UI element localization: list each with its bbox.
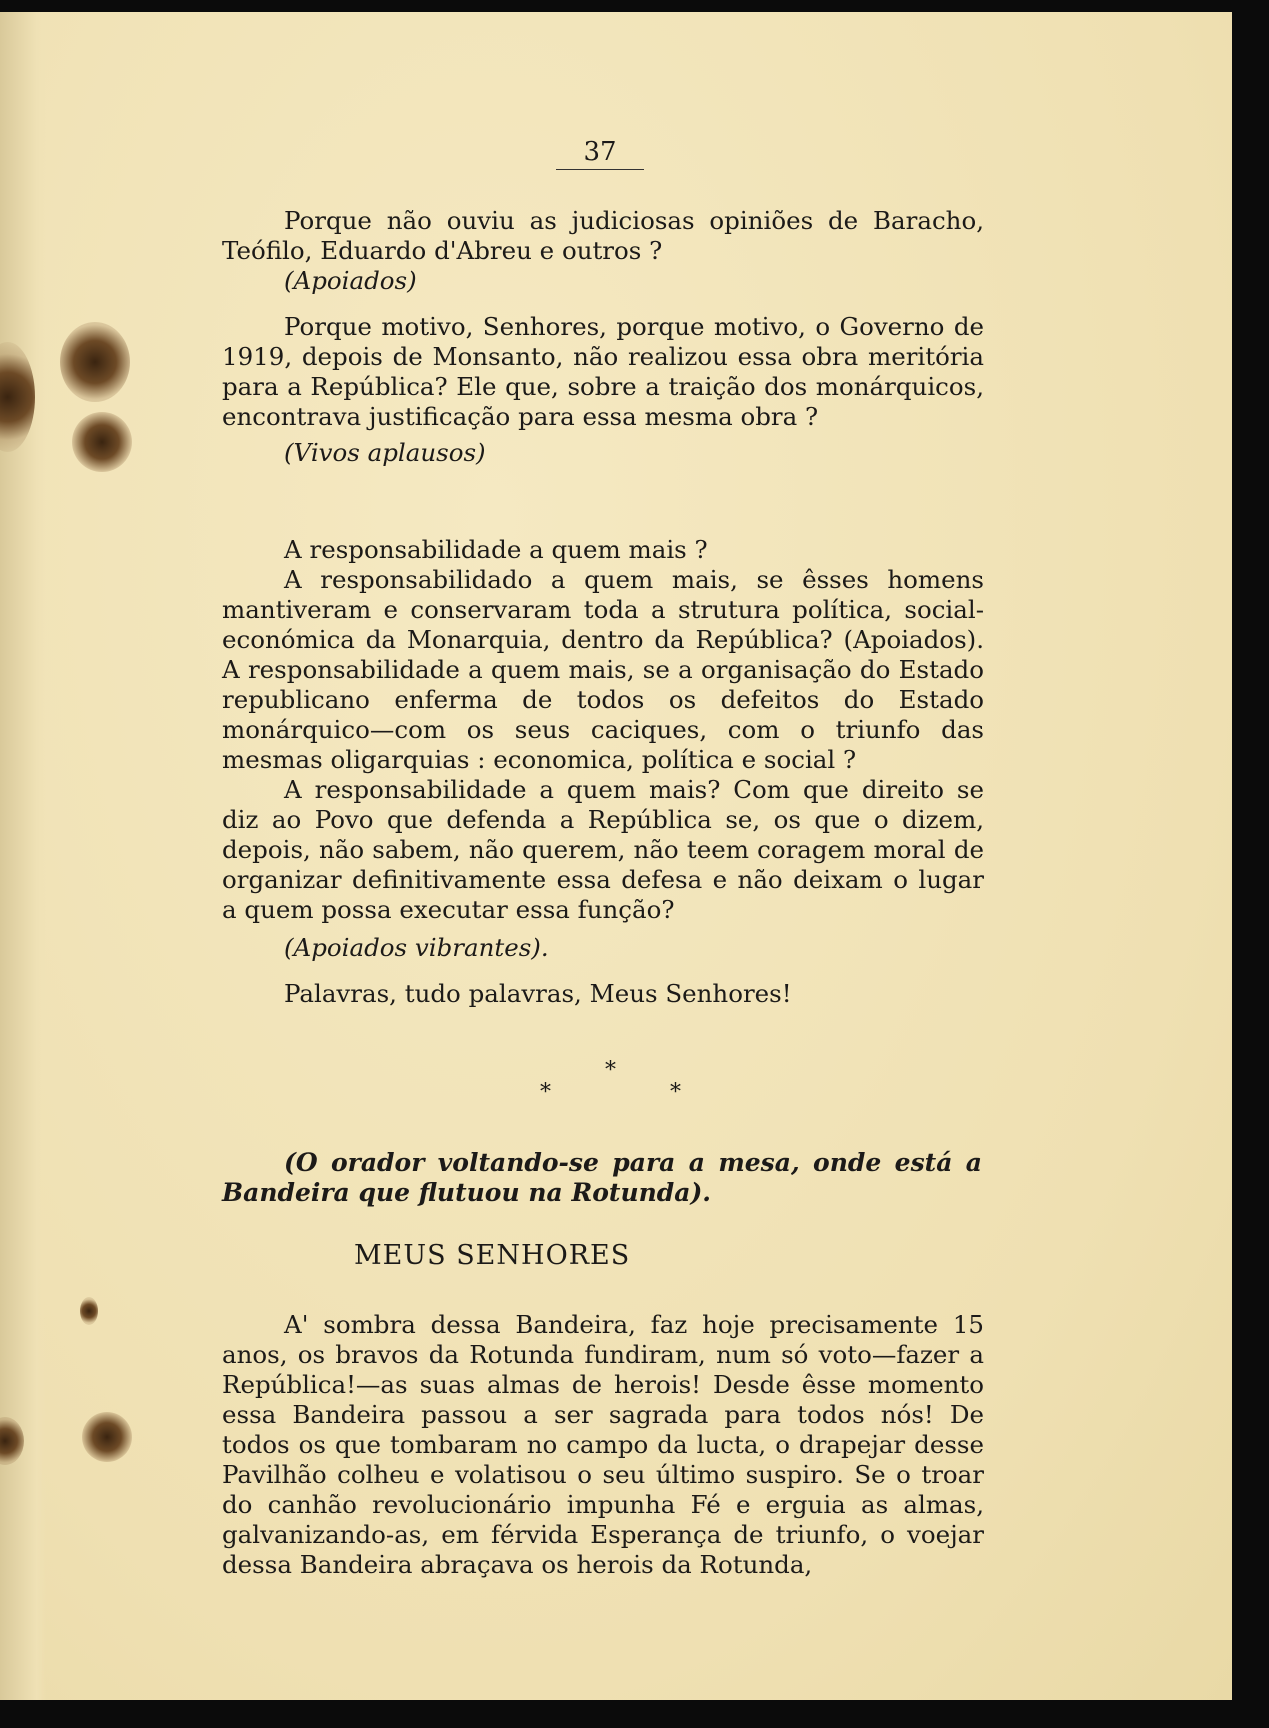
page-number: 37 xyxy=(556,137,644,170)
paragraph: A' sombra dessa Bandeira, faz hoje precisamente 15 anos, os bravos da Rotunda fundiram, num só voto—fazer a República!—as suas almas de herois! Desde êsse momento essa Bandeira passou a ser sagrada para todos nós! De todos os que tombaram no campo da lucta, o drapejar desse Pavilhão colheu e volatisou o seu último suspiro. Se o troar do canhão revolucionário impunha Fé e erguia as almas, galvanizando-as, em férvida Esperança de triunfo, o voejar dessa Bandeira abraçava os herois da Rotunda, xyxy=(222,1310,984,1579)
text-block-opening xyxy=(222,206,984,468)
paragraph: Porque motivo, Senhores, porque motivo, o Governo de 1919, depois de Monsanto, não realizou essa obra meritória para a República? Ele que, sobre a traição dos monárquicos, encontrava justificação para essa mesma obra ? xyxy=(222,312,984,431)
paragraph: Palavras, tudo palavras, Meus Senhores! xyxy=(284,979,792,1008)
text-block-responsibility xyxy=(222,535,984,1009)
audience-reaction: (Vivos aplausos) xyxy=(284,438,486,467)
ink-stain xyxy=(80,1297,98,1325)
asterisk: * xyxy=(605,1058,616,1083)
ink-stain xyxy=(82,1412,132,1462)
text-block-closing xyxy=(222,1310,984,1580)
section-heading: MEUS SENHORES xyxy=(354,1240,631,1271)
paragraph: A responsabilidado a quem mais, se êsses homens mantiveram e conservaram toda a strutura política, social-económica da Monarquia, dentro da República? (Apoiados). A responsabilidade a quem mais, se a organisação do Estado republicano enferma de todos os defeitos do Estado monárquico—com os seus caciques, com o triunfo das mesmas oligarquias : economica, política e social ? xyxy=(222,565,984,774)
ink-stain xyxy=(60,322,130,402)
section-separator xyxy=(530,1058,690,1108)
audience-reaction: (Apoiados) xyxy=(284,266,417,295)
stage-direction: (O orador voltando-se para a mesa, onde está a Bandeira que flutuou na Rotunda). xyxy=(222,1148,982,1207)
paragraph: A responsabilidade a quem mais? Com que direito se diz ao Povo que defenda a República se, os que o dizem, depois, não sabem, não querem, não teem coragem moral de organizar definitivamente essa defesa e não deixam o lugar a quem possa executar essa função? xyxy=(222,775,984,924)
paragraph: Porque não ouviu as judiciosas opiniões de Baracho, Teófilo, Eduardo d'Abreu e outros ? xyxy=(222,206,984,265)
asterisk: * xyxy=(540,1080,551,1105)
ink-stain xyxy=(72,412,132,472)
audience-reaction: (Apoiados vibrantes). xyxy=(284,933,549,962)
asterisk: * xyxy=(670,1080,681,1105)
text-block-stage-direction xyxy=(222,1148,982,1208)
paragraph: A responsabilidade a quem mais ? xyxy=(284,535,708,564)
